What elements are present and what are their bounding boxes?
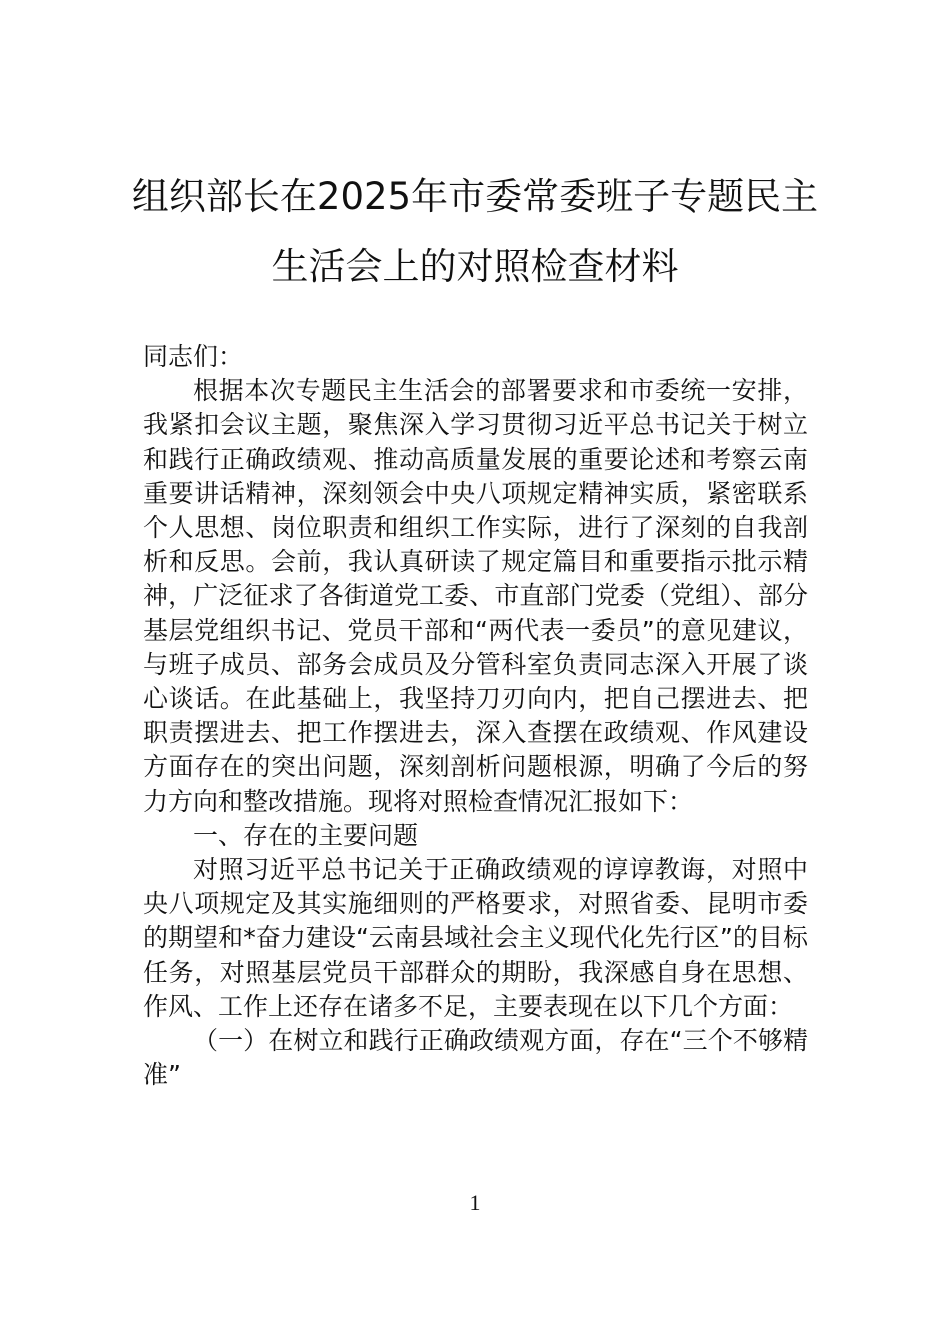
paragraph-intro: 根据本次专题民主生活会的部署要求和市委统一安排，我紧扣会议主题，聚焦深入学习贯彻习近平总书记关于树立和践行正确政绩观、推动高质量发展的重要论述和考察云南重要讲话精神，深刻领会中央八项规定精神实质，紧密联系个人思想、岗位职责和组织工作实际，进行了深刻的自我剖析和反思。会前，我认真研读了规定篇目和重要指示批示精神，广泛征求了各街道党工委、市直部门党委（党组）、部分基层党组织书记、党员干部和“两代表一委员”的意见建议，与班子成员、部务会成员及分管科室负责同志深入开展了谈心谈话。在此基础上，我坚持刀刃向内，把自己摆进去、把职责摆进去、把工作摆进去，深入查摆在政绩观、作风建设方面存在的突出问题，深刻剖析问题根源，明确了今后的努力方向和整改措施。现将对照检查情况汇报如下： bbox=[143, 376, 808, 816]
paragraph-problems: 对照习近平总书记关于正确政绩观的谆谆教诲，对照中央八项规定及其实施细则的严格要求，对照省委、昆明市委的期望和*奋力建设“云南县域社会主义现代化先行区”的目标任务，对照基层党员干部群众的期盼，我深感自身在思想、作风、工作上还存在诸多不足，主要表现在以下几个方面： bbox=[143, 855, 808, 1021]
document-body bbox=[143, 340, 808, 1092]
page-number: 1 bbox=[469, 1190, 481, 1215]
document-title-line-2: 生活会上的对照检查材料 bbox=[271, 245, 679, 288]
subsection-heading-1: （一）在树立和践行正确政绩观方面，存在“三个不够精准” bbox=[143, 1026, 808, 1090]
document-title-line-1: 组织部长在2025年市委常委班子专题民主 bbox=[131, 175, 819, 218]
section-heading-1: 一、存在的主要问题 bbox=[193, 820, 419, 850]
salutation: 同志们： bbox=[143, 342, 244, 371]
